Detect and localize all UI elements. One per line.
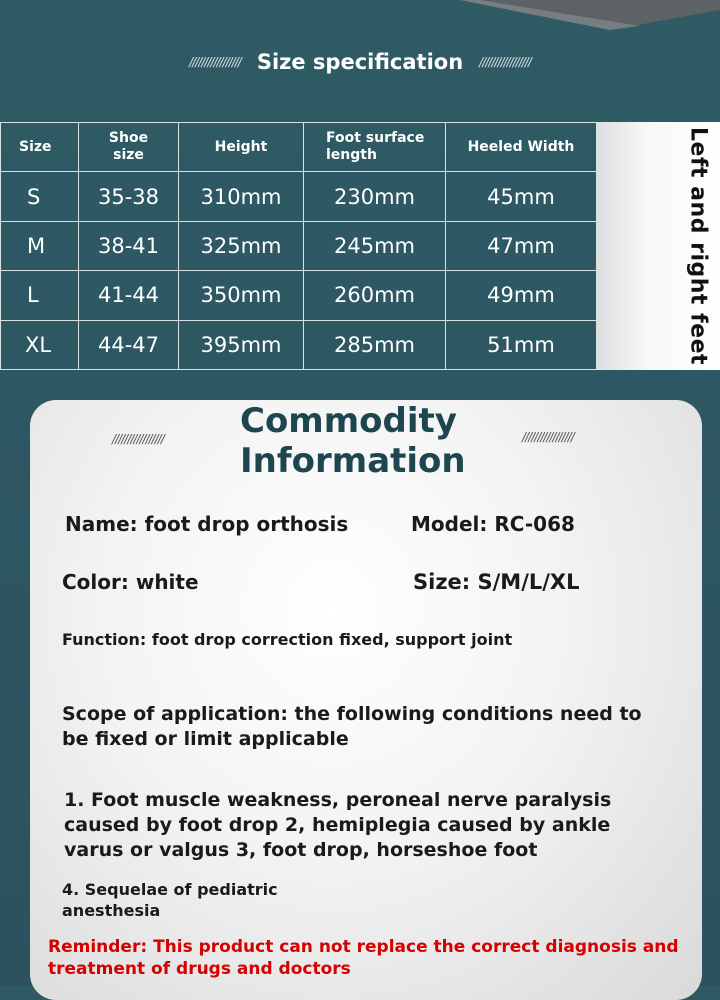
side-label: Left and right feet [685,126,711,365]
cell-size: M [1,221,79,270]
table-row [1,172,597,221]
header-height: Height [179,123,304,172]
cell-shoe-size: 41-44 [79,271,179,320]
reminder-line2: treatment of drugs and doctors [48,959,351,979]
scope-line2: be fixed or limit applicable [62,728,349,750]
header-shoe-size [79,123,179,172]
size-spec-title: Size specification [256,50,464,74]
deco-hatch-right: ///////////////// [479,55,531,69]
cell-heeled-width: 51mm [446,320,597,369]
cell-heeled-width: 45mm [446,172,597,221]
deco-hatch-left: ///////////////// [112,432,164,446]
size-table [0,122,597,370]
commodity-title-line1: Commodity [240,401,457,441]
conditions-line3: varus or valgus 3, foot drop, horseshoe foot [64,839,538,861]
product-color: Color: white [62,570,199,594]
cell-foot-length: 285mm [304,320,446,369]
product-function: Function: foot drop correction fixed, support joint [62,630,513,649]
header-foot-length [304,123,446,172]
table-header-row [1,123,597,172]
header-shoe-size-text: Shoe size [108,130,149,164]
product-model: Model: RC-068 [411,512,575,536]
conditions-line1: 1. Foot muscle weakness, peroneal nerve paralysis [64,789,612,811]
sequelae-line1: 4. Sequelae of pediatric [62,880,278,899]
cell-size: L [1,271,79,320]
corner-decoration [460,0,720,30]
cell-shoe-size: 44-47 [79,320,179,369]
side-label-wrap [596,122,720,370]
cell-height: 325mm [179,221,304,270]
cell-heeled-width: 47mm [446,221,597,270]
cell-shoe-size: 35-38 [79,172,179,221]
cell-height: 310mm [179,172,304,221]
header-heeled-width: Heeled Width [446,123,597,172]
reminder-line1: Reminder: This product can not replace the correct diagnosis and [48,937,679,957]
header-size: Size [1,123,79,172]
product-name: Name: foot drop orthosis [65,512,349,536]
cell-heeled-width: 49mm [446,271,597,320]
header-foot-length-text: Foot surface length [326,130,425,164]
cell-height: 350mm [179,271,304,320]
cell-foot-length: 230mm [304,172,446,221]
deco-hatch-right: ///////////////// [522,430,574,444]
cell-size: XL [1,320,79,369]
table-row [1,271,597,320]
commodity-title-line2: Information [240,441,466,481]
scope-line1: Scope of application: the following conditions need to [62,703,642,725]
table-row [1,320,597,369]
cell-size: S [1,172,79,221]
size-spec-header [0,40,720,84]
cell-height: 395mm [179,320,304,369]
sequelae-line2: anesthesia [62,901,161,920]
cell-foot-length: 260mm [304,271,446,320]
cell-foot-length: 245mm [304,221,446,270]
conditions-line2: caused by foot drop 2, hemiplegia caused by ankle [64,814,611,836]
cell-shoe-size: 38-41 [79,221,179,270]
table-row [1,221,597,270]
product-size: Size: S/M/L/XL [413,570,580,594]
deco-hatch-left: ///////////////// [189,55,241,69]
